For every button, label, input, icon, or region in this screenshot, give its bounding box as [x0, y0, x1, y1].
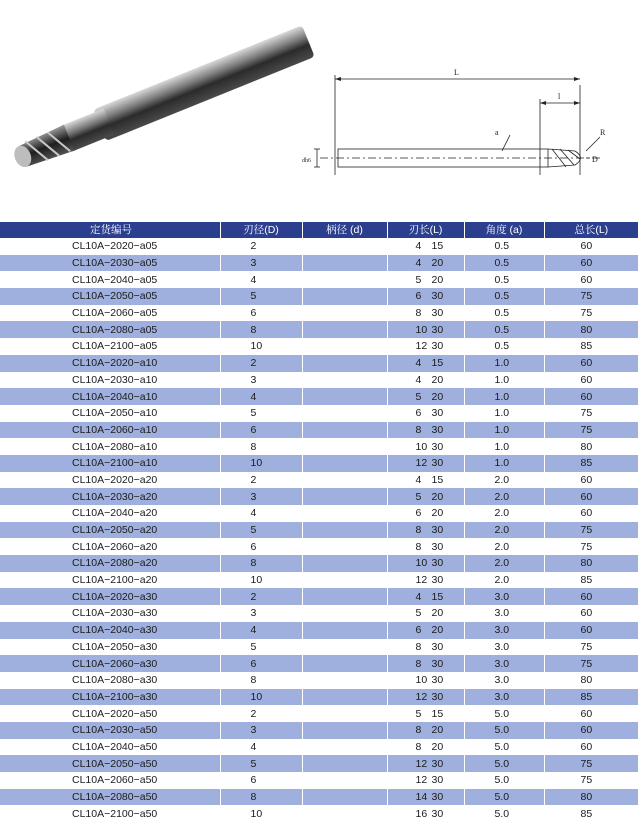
table-row: [0, 355, 638, 372]
overall-length-cell: 60: [544, 238, 638, 255]
technical-drawing: [290, 55, 638, 195]
spec-table: [0, 222, 638, 822]
order-no-cell: CL10A−2050−a30: [0, 639, 220, 656]
table-row: [0, 422, 638, 439]
shank-diameter-cell: 10: [302, 555, 387, 572]
table-row: [0, 288, 638, 305]
drawing-label-radius: R: [600, 128, 606, 137]
overall-length-cell: 60: [544, 255, 638, 272]
shank-diameter-cell: 5: [302, 488, 387, 505]
flute-length-cell: 30: [387, 321, 464, 338]
shank-diameter-cell: 10: [302, 672, 387, 689]
shank-diameter-cell: 8: [302, 639, 387, 656]
shank-diameter-cell: 4: [302, 372, 387, 389]
overall-length-cell: 60: [544, 722, 638, 739]
shank-diameter-cell: 6: [302, 505, 387, 522]
cutting-diameter-cell: 8: [220, 321, 302, 338]
cutting-diameter-cell: 3: [220, 488, 302, 505]
order-no-cell: CL10A−2040−a05: [0, 271, 220, 288]
flute-length-cell: 20: [387, 372, 464, 389]
order-no-cell: CL10A−2040−a50: [0, 739, 220, 756]
flute-length-cell: 30: [387, 772, 464, 789]
flute-length-cell: 30: [387, 572, 464, 589]
drawing-label-angle: a: [495, 128, 499, 137]
flute-length-cell: 20: [387, 739, 464, 756]
table-row: [0, 238, 638, 255]
flute-length-cell: 30: [387, 338, 464, 355]
flute-length-cell: 30: [387, 789, 464, 806]
table-row: [0, 639, 638, 656]
cutting-diameter-cell: 6: [220, 305, 302, 322]
header-flute-length: 刃长(L): [387, 222, 464, 238]
overall-length-cell: 60: [544, 388, 638, 405]
angle-cell: 5.0: [464, 805, 544, 822]
table-row: [0, 772, 638, 789]
order-no-cell: CL10A−2040−a30: [0, 622, 220, 639]
overall-length-cell: 80: [544, 672, 638, 689]
cutting-diameter-cell: 5: [220, 522, 302, 539]
overall-length-cell: 80: [544, 438, 638, 455]
flute-length-cell: 15: [387, 238, 464, 255]
order-no-cell: CL10A−2080−a05: [0, 321, 220, 338]
overall-length-cell: 85: [544, 455, 638, 472]
overall-length-cell: 75: [544, 538, 638, 555]
order-no-cell: CL10A−2100−a05: [0, 338, 220, 355]
table-row: [0, 388, 638, 405]
shank-diameter-cell: 6: [302, 405, 387, 422]
shank-diameter-cell: 12: [302, 755, 387, 772]
shank-diameter-cell: 8: [302, 655, 387, 672]
table-row: [0, 622, 638, 639]
angle-cell: 1.0: [464, 355, 544, 372]
shank-diameter-cell: 12: [302, 772, 387, 789]
flute-length-cell: 30: [387, 655, 464, 672]
table-row: [0, 588, 638, 605]
order-no-cell: CL10A−2020−a20: [0, 472, 220, 489]
shank-diameter-cell: 12: [302, 455, 387, 472]
table-row: [0, 739, 638, 756]
order-no-cell: CL10A−2030−a50: [0, 722, 220, 739]
overall-length-cell: 85: [544, 689, 638, 706]
order-no-cell: CL10A−2030−a20: [0, 488, 220, 505]
flute-length-cell: 15: [387, 472, 464, 489]
order-no-cell: CL10A−2100−a10: [0, 455, 220, 472]
overall-length-cell: 60: [544, 622, 638, 639]
overall-length-cell: 60: [544, 372, 638, 389]
header-order-no: 定货编号: [0, 222, 220, 238]
cutting-diameter-cell: 2: [220, 355, 302, 372]
flute-length-cell: 20: [387, 605, 464, 622]
angle-cell: 2.0: [464, 572, 544, 589]
cutting-diameter-cell: 4: [220, 271, 302, 288]
shank-diameter-cell: 5: [302, 271, 387, 288]
flute-length-cell: 20: [387, 488, 464, 505]
cutting-diameter-cell: 10: [220, 572, 302, 589]
cutting-diameter-cell: 3: [220, 372, 302, 389]
order-no-cell: CL10A−2020−a30: [0, 588, 220, 605]
table-row: [0, 805, 638, 822]
table-row: [0, 555, 638, 572]
flute-length-cell: 30: [387, 522, 464, 539]
shank-diameter-cell: 5: [302, 388, 387, 405]
overall-length-cell: 80: [544, 555, 638, 572]
shank-diameter-cell: 4: [302, 588, 387, 605]
shank-diameter-cell: 4: [302, 255, 387, 272]
angle-cell: 1.0: [464, 405, 544, 422]
cutting-diameter-cell: 5: [220, 288, 302, 305]
order-no-cell: CL10A−2080−a20: [0, 555, 220, 572]
flute-length-cell: 30: [387, 755, 464, 772]
overall-length-cell: 75: [544, 405, 638, 422]
cutting-diameter-cell: 4: [220, 505, 302, 522]
cutting-diameter-cell: 8: [220, 555, 302, 572]
drawing-label-flute-length: l: [558, 92, 561, 101]
order-no-cell: CL10A−2050−a10: [0, 405, 220, 422]
cutting-diameter-cell: 3: [220, 255, 302, 272]
shank-diameter-cell: 8: [302, 422, 387, 439]
overall-length-cell: 60: [544, 705, 638, 722]
table-row: [0, 372, 638, 389]
drawing-label-shank-diameter: dh6: [302, 158, 311, 164]
flute-length-cell: 20: [387, 505, 464, 522]
angle-cell: 3.0: [464, 588, 544, 605]
cutting-diameter-cell: 4: [220, 622, 302, 639]
angle-cell: 5.0: [464, 722, 544, 739]
shank-diameter-cell: 8: [302, 305, 387, 322]
shank-diameter-cell: 12: [302, 689, 387, 706]
angle-cell: 3.0: [464, 689, 544, 706]
header-shank-diameter: 柄径 (d): [302, 222, 387, 238]
angle-cell: 3.0: [464, 672, 544, 689]
shank-diameter-cell: 8: [302, 538, 387, 555]
flute-length-cell: 30: [387, 672, 464, 689]
angle-cell: 2.0: [464, 522, 544, 539]
cutting-diameter-cell: 5: [220, 405, 302, 422]
angle-cell: 1.0: [464, 455, 544, 472]
shank-diameter-cell: 8: [302, 522, 387, 539]
flute-length-cell: 30: [387, 405, 464, 422]
cutting-diameter-cell: 6: [220, 538, 302, 555]
shank-diameter-cell: 6: [302, 288, 387, 305]
overall-length-cell: 75: [544, 422, 638, 439]
table-row: [0, 538, 638, 555]
angle-cell: 3.0: [464, 639, 544, 656]
shank-diameter-cell: 8: [302, 722, 387, 739]
cutting-diameter-cell: 5: [220, 639, 302, 656]
overall-length-cell: 80: [544, 321, 638, 338]
overall-length-cell: 85: [544, 572, 638, 589]
flute-length-cell: 15: [387, 355, 464, 372]
order-no-cell: CL10A−2050−a20: [0, 522, 220, 539]
flute-length-cell: 30: [387, 538, 464, 555]
cutting-diameter-cell: 3: [220, 605, 302, 622]
table-row: [0, 605, 638, 622]
spec-table-header: [0, 222, 638, 238]
angle-cell: 3.0: [464, 655, 544, 672]
overall-length-cell: 80: [544, 789, 638, 806]
flute-length-cell: 30: [387, 288, 464, 305]
angle-cell: 0.5: [464, 305, 544, 322]
table-row: [0, 789, 638, 806]
angle-cell: 2.0: [464, 505, 544, 522]
cutting-diameter-cell: 10: [220, 805, 302, 822]
angle-cell: 1.0: [464, 438, 544, 455]
order-no-cell: CL10A−2080−a30: [0, 672, 220, 689]
cutting-diameter-cell: 8: [220, 672, 302, 689]
overall-length-cell: 75: [544, 522, 638, 539]
cutting-diameter-cell: 6: [220, 655, 302, 672]
order-no-cell: CL10A−2100−a20: [0, 572, 220, 589]
cutting-diameter-cell: 2: [220, 705, 302, 722]
table-row: [0, 655, 638, 672]
angle-cell: 2.0: [464, 555, 544, 572]
table-row: [0, 689, 638, 706]
shank-diameter-cell: 5: [302, 605, 387, 622]
flute-length-cell: 20: [387, 255, 464, 272]
angle-cell: 5.0: [464, 772, 544, 789]
table-row: [0, 455, 638, 472]
cutting-diameter-cell: 2: [220, 472, 302, 489]
overall-length-cell: 75: [544, 772, 638, 789]
flute-length-cell: 30: [387, 639, 464, 656]
drawing-label-cutting-diameter: D: [592, 155, 598, 164]
cutting-diameter-cell: 5: [220, 755, 302, 772]
order-no-cell: CL10A−2060−a20: [0, 538, 220, 555]
shank-diameter-cell: 10: [302, 438, 387, 455]
shank-diameter-cell: 4: [302, 472, 387, 489]
cutting-diameter-cell: 4: [220, 739, 302, 756]
table-row: [0, 405, 638, 422]
angle-cell: 0.5: [464, 288, 544, 305]
flute-length-cell: 30: [387, 805, 464, 822]
angle-cell: 5.0: [464, 755, 544, 772]
order-no-cell: CL10A−2080−a50: [0, 789, 220, 806]
angle-cell: 2.0: [464, 488, 544, 505]
flute-length-cell: 30: [387, 555, 464, 572]
overall-length-cell: 75: [544, 288, 638, 305]
angle-cell: 1.0: [464, 422, 544, 439]
shank-diameter-cell: 12: [302, 338, 387, 355]
header-cutting-diameter: 刃径(D): [220, 222, 302, 238]
order-no-cell: CL10A−2020−a05: [0, 238, 220, 255]
cutting-diameter-cell: 8: [220, 789, 302, 806]
overall-length-cell: 60: [544, 505, 638, 522]
header-overall-length: 总长(L): [544, 222, 638, 238]
overall-length-cell: 60: [544, 739, 638, 756]
angle-cell: 0.5: [464, 338, 544, 355]
overall-length-cell: 85: [544, 338, 638, 355]
overall-length-cell: 75: [544, 305, 638, 322]
angle-cell: 1.0: [464, 388, 544, 405]
cutting-diameter-cell: 3: [220, 722, 302, 739]
angle-cell: 0.5: [464, 255, 544, 272]
flute-length-cell: 30: [387, 422, 464, 439]
flute-length-cell: 20: [387, 622, 464, 639]
order-no-cell: CL10A−2020−a50: [0, 705, 220, 722]
order-no-cell: CL10A−2020−a10: [0, 355, 220, 372]
flute-length-cell: 20: [387, 722, 464, 739]
order-no-cell: CL10A−2050−a50: [0, 755, 220, 772]
table-row: [0, 722, 638, 739]
overall-length-cell: 60: [544, 355, 638, 372]
table-row: [0, 305, 638, 322]
angle-cell: 5.0: [464, 789, 544, 806]
drawing-label-overall-length: L: [454, 68, 459, 77]
angle-cell: 3.0: [464, 605, 544, 622]
table-row: [0, 271, 638, 288]
order-no-cell: CL10A−2030−a05: [0, 255, 220, 272]
table-row: [0, 255, 638, 272]
cutting-diameter-cell: 4: [220, 388, 302, 405]
flute-length-cell: 30: [387, 455, 464, 472]
angle-cell: 5.0: [464, 705, 544, 722]
angle-cell: 5.0: [464, 739, 544, 756]
angle-cell: 3.0: [464, 622, 544, 639]
end-mill-photo: [0, 0, 330, 200]
order-no-cell: CL10A−2080−a10: [0, 438, 220, 455]
cutting-diameter-cell: 6: [220, 422, 302, 439]
cutting-diameter-cell: 2: [220, 588, 302, 605]
flute-length-cell: 30: [387, 689, 464, 706]
order-no-cell: CL10A−2030−a10: [0, 372, 220, 389]
table-row: [0, 755, 638, 772]
flute-length-cell: 20: [387, 271, 464, 288]
order-no-cell: CL10A−2030−a30: [0, 605, 220, 622]
overall-length-cell: 75: [544, 655, 638, 672]
cutting-diameter-cell: 8: [220, 438, 302, 455]
table-row: [0, 672, 638, 689]
shank-diameter-cell: 6: [302, 622, 387, 639]
table-row: [0, 522, 638, 539]
cutting-diameter-cell: 10: [220, 455, 302, 472]
cutting-diameter-cell: 10: [220, 689, 302, 706]
flute-length-cell: 30: [387, 438, 464, 455]
table-row: [0, 705, 638, 722]
overall-length-cell: 60: [544, 588, 638, 605]
order-no-cell: CL10A−2100−a50: [0, 805, 220, 822]
overall-length-cell: 60: [544, 488, 638, 505]
flute-length-cell: 30: [387, 305, 464, 322]
table-row: [0, 321, 638, 338]
angle-cell: 0.5: [464, 238, 544, 255]
shank-diameter-cell: 5: [302, 705, 387, 722]
shank-diameter-cell: 10: [302, 321, 387, 338]
overall-length-cell: 75: [544, 755, 638, 772]
overall-length-cell: 60: [544, 605, 638, 622]
angle-cell: 1.0: [464, 372, 544, 389]
header-angle: 角度 (a): [464, 222, 544, 238]
order-no-cell: CL10A−2050−a05: [0, 288, 220, 305]
shank-diameter-cell: 4: [302, 355, 387, 372]
angle-cell: 0.5: [464, 321, 544, 338]
cutting-diameter-cell: 10: [220, 338, 302, 355]
order-no-cell: CL10A−2040−a20: [0, 505, 220, 522]
overall-length-cell: 75: [544, 639, 638, 656]
table-row: [0, 505, 638, 522]
overall-length-cell: 60: [544, 472, 638, 489]
order-no-cell: CL10A−2060−a50: [0, 772, 220, 789]
shank-diameter-cell: 12: [302, 572, 387, 589]
overall-length-cell: 60: [544, 271, 638, 288]
flute-length-cell: 15: [387, 705, 464, 722]
order-no-cell: CL10A−2040−a10: [0, 388, 220, 405]
cutting-diameter-cell: 6: [220, 772, 302, 789]
angle-cell: 0.5: [464, 271, 544, 288]
shank-diameter-cell: 16: [302, 805, 387, 822]
shank-diameter-cell: 8: [302, 739, 387, 756]
table-row: [0, 338, 638, 355]
angle-cell: 2.0: [464, 472, 544, 489]
flute-length-cell: 20: [387, 388, 464, 405]
order-no-cell: CL10A−2060−a10: [0, 422, 220, 439]
cutting-diameter-cell: 2: [220, 238, 302, 255]
shank-diameter-cell: 4: [302, 238, 387, 255]
order-no-cell: CL10A−2060−a30: [0, 655, 220, 672]
flute-length-cell: 15: [387, 588, 464, 605]
order-no-cell: CL10A−2060−a05: [0, 305, 220, 322]
shank-diameter-cell: 14: [302, 789, 387, 806]
table-row: [0, 472, 638, 489]
table-row: [0, 488, 638, 505]
table-row: [0, 438, 638, 455]
overall-length-cell: 85: [544, 805, 638, 822]
order-no-cell: CL10A−2100−a30: [0, 689, 220, 706]
product-header: [0, 0, 638, 222]
table-row: [0, 572, 638, 589]
angle-cell: 2.0: [464, 538, 544, 555]
